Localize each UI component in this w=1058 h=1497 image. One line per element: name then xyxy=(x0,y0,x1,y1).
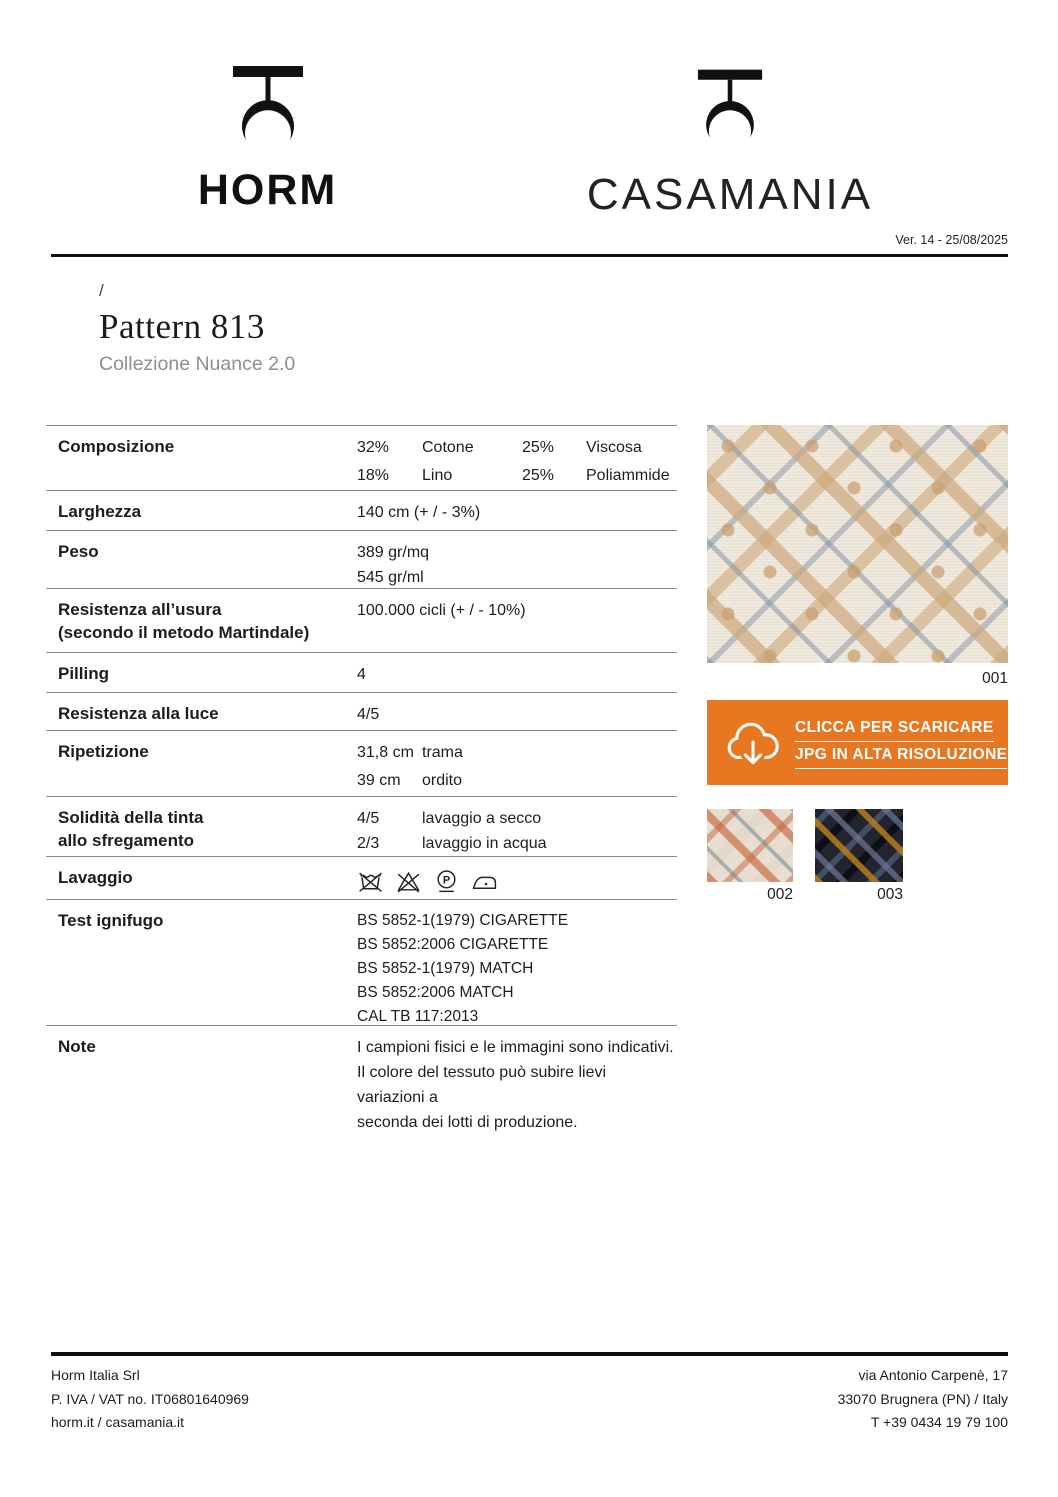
download-button-label xyxy=(795,717,1007,769)
address-city: 33070 Brugnera (PN) / Italy xyxy=(837,1390,1008,1407)
spec-value: 4 xyxy=(357,666,366,683)
address-street: via Antonio Carpenè, 17 xyxy=(858,1367,1008,1383)
swatch-label-002: 002 xyxy=(767,886,793,903)
fire-test-line: BS 5852:2006 CIGARETTE xyxy=(357,936,549,953)
spec-label: Ripetizione xyxy=(58,742,149,761)
spec-label xyxy=(46,806,357,856)
horm-chair-logo-icon xyxy=(230,62,306,158)
do-not-wash-icon xyxy=(357,868,384,895)
spec-value xyxy=(357,740,677,796)
spec-label: Resistenza alla luce xyxy=(58,704,219,723)
spec-label: Note xyxy=(58,1037,96,1056)
company-name: Horm Italia Srl xyxy=(51,1367,140,1383)
fabric-swatch-001 xyxy=(707,425,1008,663)
composition-material: Lino xyxy=(422,466,453,484)
fire-test-line: BS 5852-1(1979) MATCH xyxy=(357,960,534,977)
spec-value xyxy=(357,1035,677,1131)
repeat-direction: trama xyxy=(422,744,463,761)
composition-pct: 32% xyxy=(357,439,390,456)
repeat-direction: ordito xyxy=(422,772,463,789)
spec-label: Larghezza xyxy=(58,502,142,521)
dry-clean-p-icon xyxy=(433,868,460,895)
spec-row-note xyxy=(46,1025,677,1131)
spec-label-line: (secondo il metodo Martindale) xyxy=(58,623,310,642)
peso-line: 389 gr/mq xyxy=(357,544,430,561)
spec-label-line: Solidità della tinta xyxy=(58,808,204,827)
website-links[interactable]: horm.it / casamania.it xyxy=(51,1414,185,1430)
spec-label: Peso xyxy=(58,542,99,561)
fastness-grade: 2/3 xyxy=(357,835,380,852)
fire-test-line: BS 5852:2006 MATCH xyxy=(357,984,514,1001)
spec-table xyxy=(46,425,677,1131)
spec-row-resistenza-luce xyxy=(46,692,677,730)
spec-label: Composizione xyxy=(58,437,175,456)
note-line: seconda dei lotti di produzione. xyxy=(357,1114,578,1131)
note-line: Il colore del tessuto può subire lievi variazioni a xyxy=(357,1064,607,1106)
composition-material: Viscosa xyxy=(586,439,642,456)
swatch-label-003: 003 xyxy=(877,886,903,903)
collection-subtitle: Collezione Nuance 2.0 xyxy=(99,353,296,375)
svg-text:P: P xyxy=(442,874,451,887)
note-line: I campioni fisici e le immagini sono indicativi. xyxy=(357,1039,674,1056)
iron-low-icon xyxy=(471,868,498,895)
header-divider xyxy=(51,254,1008,257)
spec-row-peso xyxy=(46,530,677,588)
spec-value: 100.000 cicli (+ / - 10%) xyxy=(357,602,526,619)
version-label: Ver. 14 - 25/08/2025 xyxy=(895,233,1008,247)
spec-value xyxy=(357,435,677,490)
fastness-grade: 4/5 xyxy=(357,810,380,827)
do-not-bleach-icon xyxy=(395,868,422,895)
repeat-value: 31,8 cm xyxy=(357,744,414,761)
fastness-method: lavaggio in acqua xyxy=(422,835,547,852)
download-label-line2: JPG IN ALTA RISOLUZIONE xyxy=(795,744,1007,769)
fastness-method: lavaggio a secco xyxy=(422,810,542,827)
footer-address xyxy=(838,1364,1008,1435)
spec-row-composizione xyxy=(46,425,677,490)
spec-value: 140 cm (+ / - 3%) xyxy=(357,504,481,521)
composition-pct: 25% xyxy=(522,439,555,456)
footer-company-info xyxy=(51,1364,249,1435)
spec-value xyxy=(357,909,677,1025)
spec-label-line: Resistenza all’usura xyxy=(58,600,222,619)
repeat-value: 39 cm xyxy=(357,772,401,789)
spec-row-lavaggio xyxy=(46,856,677,899)
spec-value: 4/5 xyxy=(357,706,380,723)
fire-test-line: CAL TB 117:2013 xyxy=(357,1008,479,1025)
casamania-chair-logo-icon xyxy=(695,66,765,154)
download-jpg-button[interactable] xyxy=(707,700,1008,785)
page-title: Pattern 813 xyxy=(99,307,265,346)
swatch-label-001: 001 xyxy=(982,670,1008,687)
care-symbols xyxy=(357,868,677,895)
spec-value xyxy=(357,806,677,856)
vat-number: P. IVA / VAT no. IT06801640969 xyxy=(51,1390,249,1407)
composition-material: Poliammide xyxy=(586,466,670,484)
brand-horm-wordmark: HORM xyxy=(197,166,338,214)
title-slash: / xyxy=(99,281,104,300)
spec-row-solidita-tinta xyxy=(46,796,677,856)
spec-label xyxy=(46,598,357,652)
composition-material: Cotone xyxy=(422,439,474,456)
cloud-download-icon xyxy=(724,719,782,767)
brand-casamania xyxy=(540,66,920,220)
spec-label-line: allo sfregamento xyxy=(58,831,195,850)
spec-row-larghezza xyxy=(46,490,677,530)
title-block xyxy=(99,281,295,376)
composition-pct: 25% xyxy=(522,466,555,484)
phone-number: T +39 0434 19 79 100 xyxy=(870,1414,1008,1430)
spec-row-ripetizione xyxy=(46,730,677,796)
spec-row-resistenza-usura xyxy=(46,588,677,652)
brand-horm xyxy=(160,62,375,215)
spec-label: Test ignifugo xyxy=(58,911,164,930)
spec-row-pilling xyxy=(46,652,677,692)
download-label-line1: CLICCA PER SCARICARE xyxy=(795,717,994,742)
fabric-swatch-002 xyxy=(707,809,793,882)
spec-label: Pilling xyxy=(58,664,109,683)
footer-divider xyxy=(51,1352,1008,1356)
spec-row-test-ignifugo xyxy=(46,899,677,1025)
fabric-swatch-003 xyxy=(815,809,903,882)
composition-pct: 18% xyxy=(357,466,390,484)
fire-test-line: BS 5852-1(1979) CIGARETTE xyxy=(357,912,569,929)
spec-value xyxy=(357,540,677,588)
brand-casamania-wordmark: CASAMANIA xyxy=(586,170,874,219)
spec-label: Lavaggio xyxy=(58,868,133,887)
spec-value xyxy=(357,866,677,899)
peso-line: 545 gr/ml xyxy=(357,569,424,586)
